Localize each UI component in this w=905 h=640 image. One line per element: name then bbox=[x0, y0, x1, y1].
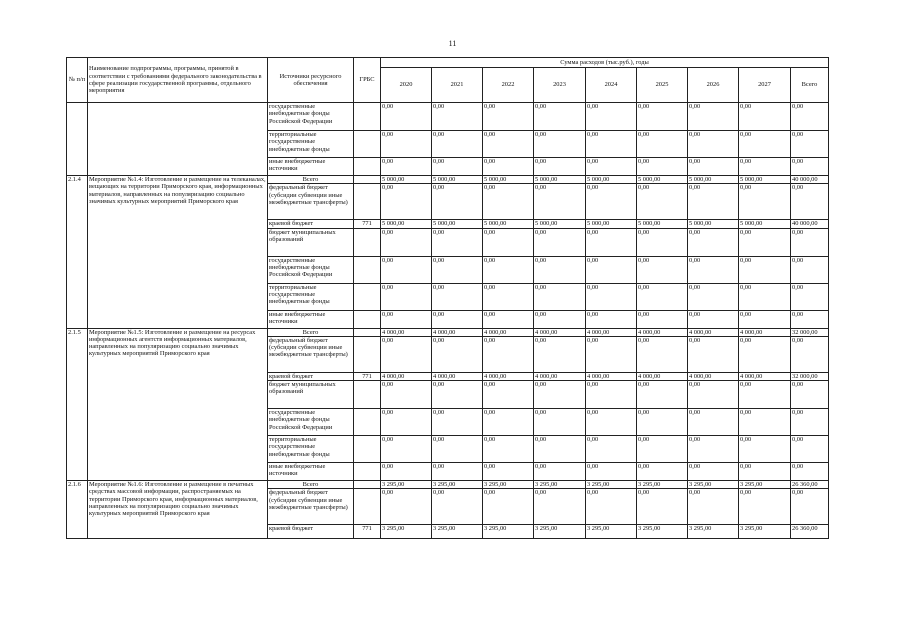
year-value: 0,00 bbox=[432, 283, 483, 310]
year-value: 0,00 bbox=[586, 283, 637, 310]
year-value: 0,00 bbox=[688, 463, 739, 481]
header-sum: Сумма расходов (тыс.руб.), годы bbox=[381, 58, 829, 68]
year-value: 0,00 bbox=[637, 131, 688, 158]
header-year: 2020 bbox=[381, 68, 432, 103]
year-value: 5 000,00 bbox=[688, 176, 739, 184]
year-value: 0,00 bbox=[432, 158, 483, 176]
page-number: 11 bbox=[448, 39, 457, 48]
year-value: 3 295,00 bbox=[688, 525, 739, 539]
total-value: 32 000,00 bbox=[791, 372, 829, 380]
year-value: 5 000,00 bbox=[637, 176, 688, 184]
year-value: 0,00 bbox=[534, 463, 586, 481]
year-value: 0,00 bbox=[637, 256, 688, 283]
year-value: 0,00 bbox=[586, 158, 637, 176]
year-value: 5 000,00 bbox=[483, 176, 534, 184]
year-value: 0,00 bbox=[688, 283, 739, 310]
year-value: 0,00 bbox=[432, 103, 483, 131]
funding-source: краевой бюджет bbox=[268, 220, 354, 228]
year-value: 5 000,00 bbox=[534, 176, 586, 184]
year-value: 0,00 bbox=[432, 228, 483, 256]
funding-source: иные внебюджетные источники bbox=[268, 310, 354, 328]
header-num: № п/п bbox=[67, 58, 88, 103]
year-value: 0,00 bbox=[637, 436, 688, 463]
year-value: 0,00 bbox=[381, 336, 432, 372]
year-value: 4 000,00 bbox=[432, 328, 483, 336]
year-value: 0,00 bbox=[432, 336, 483, 372]
measure-name: Мероприятие №1.4: Изготовление и размещение на телеканалах, вещающих на территории Приморского края, информационных материалов, направленных на популяризацию социально значимых культурных мероприятий Приморского края bbox=[88, 176, 268, 329]
grbs-code bbox=[354, 328, 381, 336]
year-value: 0,00 bbox=[483, 158, 534, 176]
funding-source: территориальные государственные внебюджетные фонды bbox=[268, 131, 354, 158]
funding-source: федеральный бюджет (субсидии субвенции иные межбюджетные трансферты) bbox=[268, 336, 354, 372]
year-value: 4 000,00 bbox=[739, 328, 791, 336]
year-value: 0,00 bbox=[637, 336, 688, 372]
year-value: 0,00 bbox=[586, 463, 637, 481]
year-value: 5 000,00 bbox=[688, 220, 739, 228]
year-value: 0,00 bbox=[739, 489, 791, 525]
grbs-code bbox=[354, 381, 381, 409]
year-value: 0,00 bbox=[688, 184, 739, 220]
year-value: 4 000,00 bbox=[432, 372, 483, 380]
year-value: 0,00 bbox=[586, 409, 637, 436]
table-body bbox=[67, 103, 829, 539]
total-value: 26 360,00 bbox=[791, 481, 829, 489]
year-value: 0,00 bbox=[637, 310, 688, 328]
year-value: 5 000,00 bbox=[483, 220, 534, 228]
funding-source: федеральный бюджет (субсидии субвенции иные межбюджетные трансферты) bbox=[268, 489, 354, 525]
funding-source: территориальные государственные внебюджетные фонды bbox=[268, 436, 354, 463]
year-value: 3 295,00 bbox=[381, 525, 432, 539]
year-value: 3 295,00 bbox=[586, 481, 637, 489]
year-value: 0,00 bbox=[586, 381, 637, 409]
year-value: 0,00 bbox=[586, 256, 637, 283]
year-value: 0,00 bbox=[534, 283, 586, 310]
year-value: 0,00 bbox=[688, 103, 739, 131]
year-value: 0,00 bbox=[688, 228, 739, 256]
year-value: 0,00 bbox=[534, 256, 586, 283]
year-value: 4 000,00 bbox=[381, 372, 432, 380]
year-value: 0,00 bbox=[432, 256, 483, 283]
year-value: 0,00 bbox=[637, 228, 688, 256]
grbs-code bbox=[354, 184, 381, 220]
year-value: 0,00 bbox=[688, 381, 739, 409]
year-value: 0,00 bbox=[483, 436, 534, 463]
year-value: 0,00 bbox=[483, 103, 534, 131]
year-value: 5 000,00 bbox=[432, 176, 483, 184]
grbs-code bbox=[354, 336, 381, 372]
year-value: 0,00 bbox=[432, 489, 483, 525]
year-value: 0,00 bbox=[381, 310, 432, 328]
year-value: 0,00 bbox=[739, 436, 791, 463]
budget-table bbox=[66, 57, 829, 539]
grbs-code: 771 bbox=[354, 220, 381, 228]
year-value: 0,00 bbox=[483, 283, 534, 310]
funding-source: бюджет муниципальных образований bbox=[268, 228, 354, 256]
year-value: 0,00 bbox=[739, 381, 791, 409]
year-value: 4 000,00 bbox=[534, 372, 586, 380]
year-value: 0,00 bbox=[739, 256, 791, 283]
year-value: 3 295,00 bbox=[432, 481, 483, 489]
year-value: 5 000,00 bbox=[586, 176, 637, 184]
year-value: 0,00 bbox=[739, 103, 791, 131]
year-value: 5 000,00 bbox=[739, 176, 791, 184]
year-value: 0,00 bbox=[586, 131, 637, 158]
year-value: 0,00 bbox=[483, 336, 534, 372]
year-value: 0,00 bbox=[534, 131, 586, 158]
year-value: 5 000,00 bbox=[381, 220, 432, 228]
funding-source: краевой бюджет bbox=[268, 372, 354, 380]
measure-number: 2.1.5 bbox=[67, 328, 88, 481]
year-value: 5 000,00 bbox=[586, 220, 637, 228]
funding-source: государственные внебюджетные фонды Российской Федерации bbox=[268, 256, 354, 283]
year-value: 0,00 bbox=[381, 381, 432, 409]
year-value: 4 000,00 bbox=[483, 328, 534, 336]
year-value: 0,00 bbox=[534, 103, 586, 131]
year-value: 3 295,00 bbox=[637, 525, 688, 539]
year-value: 4 000,00 bbox=[534, 328, 586, 336]
year-value: 0,00 bbox=[637, 463, 688, 481]
total-value: 0,00 bbox=[791, 409, 829, 436]
year-value: 0,00 bbox=[381, 409, 432, 436]
year-value: 3 295,00 bbox=[534, 481, 586, 489]
year-value: 0,00 bbox=[483, 184, 534, 220]
year-value: 3 295,00 bbox=[739, 481, 791, 489]
header-source: Источники ресурсного обеспечения bbox=[268, 58, 354, 103]
year-value: 4 000,00 bbox=[688, 328, 739, 336]
total-value: 0,00 bbox=[791, 103, 829, 131]
grbs-code bbox=[354, 436, 381, 463]
year-value: 0,00 bbox=[534, 409, 586, 436]
year-value: 0,00 bbox=[586, 228, 637, 256]
year-value: 4 000,00 bbox=[381, 328, 432, 336]
year-value: 0,00 bbox=[534, 158, 586, 176]
year-value: 3 295,00 bbox=[688, 481, 739, 489]
year-value: 4 000,00 bbox=[688, 372, 739, 380]
year-value: 3 295,00 bbox=[381, 481, 432, 489]
year-value: 0,00 bbox=[534, 436, 586, 463]
header-year: 2024 bbox=[586, 68, 637, 103]
year-value: 0,00 bbox=[534, 489, 586, 525]
year-value: 0,00 bbox=[381, 463, 432, 481]
measure-number bbox=[67, 103, 88, 176]
year-value: 0,00 bbox=[432, 436, 483, 463]
year-value: 3 295,00 bbox=[586, 525, 637, 539]
total-value: 0,00 bbox=[791, 463, 829, 481]
total-value: 0,00 bbox=[791, 158, 829, 176]
table-row bbox=[67, 176, 829, 184]
year-value: 0,00 bbox=[586, 103, 637, 131]
year-value: 5 000,00 bbox=[534, 220, 586, 228]
grbs-code bbox=[354, 283, 381, 310]
year-value: 0,00 bbox=[381, 489, 432, 525]
year-value: 5 000,00 bbox=[739, 220, 791, 228]
year-value: 0,00 bbox=[739, 463, 791, 481]
total-value: 0,00 bbox=[791, 228, 829, 256]
total-value: 40 000,00 bbox=[791, 176, 829, 184]
grbs-code: 771 bbox=[354, 525, 381, 539]
year-value: 0,00 bbox=[483, 409, 534, 436]
year-value: 0,00 bbox=[534, 228, 586, 256]
grbs-code bbox=[354, 489, 381, 525]
grbs-code bbox=[354, 481, 381, 489]
grbs-code bbox=[354, 103, 381, 131]
total-value: 0,00 bbox=[791, 131, 829, 158]
grbs-code bbox=[354, 131, 381, 158]
header-total: Всего bbox=[791, 68, 829, 103]
total-value: 0,00 bbox=[791, 336, 829, 372]
year-value: 0,00 bbox=[688, 131, 739, 158]
year-value: 0,00 bbox=[432, 409, 483, 436]
year-value: 4 000,00 bbox=[637, 328, 688, 336]
grbs-code bbox=[354, 310, 381, 328]
header-year: 2023 bbox=[534, 68, 586, 103]
year-value: 0,00 bbox=[381, 103, 432, 131]
year-value: 3 295,00 bbox=[534, 525, 586, 539]
funding-source: государственные внебюджетные фонды Российской Федерации bbox=[268, 409, 354, 436]
table-row bbox=[67, 103, 829, 131]
year-value: 0,00 bbox=[483, 228, 534, 256]
year-value: 0,00 bbox=[432, 381, 483, 409]
header-name: Наименование подпрограммы, программы, принятой в соответствии с требованиями федерального законодательства в сфере реализации государственной программы, отдельного мероприятия bbox=[88, 58, 268, 103]
year-value: 3 295,00 bbox=[483, 525, 534, 539]
year-value: 0,00 bbox=[483, 489, 534, 525]
year-value: 0,00 bbox=[534, 336, 586, 372]
table-row bbox=[67, 481, 829, 489]
measure-name bbox=[88, 103, 268, 176]
year-value: 0,00 bbox=[637, 103, 688, 131]
year-value: 0,00 bbox=[739, 228, 791, 256]
year-value: 4 000,00 bbox=[586, 372, 637, 380]
grbs-code bbox=[354, 228, 381, 256]
year-value: 0,00 bbox=[483, 131, 534, 158]
year-value: 0,00 bbox=[381, 256, 432, 283]
year-value: 0,00 bbox=[534, 184, 586, 220]
year-value: 0,00 bbox=[637, 184, 688, 220]
year-value: 5 000,00 bbox=[381, 176, 432, 184]
year-value: 0,00 bbox=[381, 158, 432, 176]
year-value: 0,00 bbox=[688, 158, 739, 176]
year-value: 0,00 bbox=[483, 310, 534, 328]
grbs-code: 771 bbox=[354, 372, 381, 380]
year-value: 0,00 bbox=[483, 463, 534, 481]
funding-source: Всего bbox=[268, 328, 354, 336]
year-value: 5 000,00 bbox=[637, 220, 688, 228]
year-value: 4 000,00 bbox=[637, 372, 688, 380]
funding-source: территориальные государственные внебюджетные фонды bbox=[268, 283, 354, 310]
year-value: 0,00 bbox=[688, 436, 739, 463]
year-value: 3 295,00 bbox=[637, 481, 688, 489]
year-value: 0,00 bbox=[688, 256, 739, 283]
funding-source: Всего bbox=[268, 481, 354, 489]
year-value: 0,00 bbox=[586, 336, 637, 372]
year-value: 0,00 bbox=[637, 489, 688, 525]
total-value: 32 000,00 bbox=[791, 328, 829, 336]
year-value: 0,00 bbox=[688, 336, 739, 372]
header-grbs: ГРБС bbox=[354, 58, 381, 103]
year-value: 4 000,00 bbox=[586, 328, 637, 336]
year-value: 0,00 bbox=[381, 436, 432, 463]
year-value: 0,00 bbox=[432, 463, 483, 481]
measure-number: 2.1.4 bbox=[67, 176, 88, 329]
total-value: 0,00 bbox=[791, 381, 829, 409]
year-value: 0,00 bbox=[637, 158, 688, 176]
year-value: 3 295,00 bbox=[739, 525, 791, 539]
funding-source: краевой бюджет bbox=[268, 525, 354, 539]
total-value: 26 360,00 bbox=[791, 525, 829, 539]
funding-source: государственные внебюджетные фонды Российской Федерации bbox=[268, 103, 354, 131]
year-value: 0,00 bbox=[739, 310, 791, 328]
year-value: 0,00 bbox=[739, 336, 791, 372]
year-value: 0,00 bbox=[586, 184, 637, 220]
total-value: 0,00 bbox=[791, 256, 829, 283]
year-value: 0,00 bbox=[483, 256, 534, 283]
year-value: 0,00 bbox=[688, 310, 739, 328]
funding-source: иные внебюджетные источники bbox=[268, 463, 354, 481]
grbs-code bbox=[354, 158, 381, 176]
year-value: 0,00 bbox=[381, 283, 432, 310]
year-value: 4 000,00 bbox=[739, 372, 791, 380]
year-value: 0,00 bbox=[381, 184, 432, 220]
year-value: 0,00 bbox=[432, 184, 483, 220]
year-value: 0,00 bbox=[637, 283, 688, 310]
measure-name: Мероприятие №1.6: Изготовление и размещение в печатных средствах массовой информации, распространяемых на территории Приморского края, информационных материалов, направленных на популяризацию социально значимых культурных мероприятий Приморского края bbox=[88, 481, 268, 539]
year-value: 0,00 bbox=[586, 310, 637, 328]
year-value: 0,00 bbox=[637, 381, 688, 409]
header-year: 2026 bbox=[688, 68, 739, 103]
year-value: 0,00 bbox=[688, 409, 739, 436]
year-value: 0,00 bbox=[586, 489, 637, 525]
grbs-code bbox=[354, 176, 381, 184]
grbs-code bbox=[354, 463, 381, 481]
year-value: 0,00 bbox=[483, 381, 534, 409]
total-value: 0,00 bbox=[791, 436, 829, 463]
year-value: 0,00 bbox=[432, 310, 483, 328]
year-value: 4 000,00 bbox=[483, 372, 534, 380]
year-value: 0,00 bbox=[381, 228, 432, 256]
year-value: 5 000,00 bbox=[432, 220, 483, 228]
funding-source: бюджет муниципальных образований bbox=[268, 381, 354, 409]
grbs-code bbox=[354, 409, 381, 436]
funding-source: иные внебюджетные источники bbox=[268, 158, 354, 176]
header-year: 2021 bbox=[432, 68, 483, 103]
year-value: 3 295,00 bbox=[432, 525, 483, 539]
total-value: 0,00 bbox=[791, 184, 829, 220]
total-value: 0,00 bbox=[791, 310, 829, 328]
header-year: 2025 bbox=[637, 68, 688, 103]
year-value: 0,00 bbox=[534, 381, 586, 409]
year-value: 0,00 bbox=[586, 436, 637, 463]
total-value: 0,00 bbox=[791, 283, 829, 310]
year-value: 0,00 bbox=[739, 283, 791, 310]
year-value: 0,00 bbox=[381, 131, 432, 158]
total-value: 40 000,00 bbox=[791, 220, 829, 228]
year-value: 0,00 bbox=[739, 131, 791, 158]
year-value: 0,00 bbox=[534, 310, 586, 328]
year-value: 0,00 bbox=[739, 158, 791, 176]
table-row bbox=[67, 328, 829, 336]
header-year: 2027 bbox=[739, 68, 791, 103]
year-value: 0,00 bbox=[637, 409, 688, 436]
measure-name: Мероприятие №1.5: Изготовление и размещение на ресурсах информационных агентств информационных материалов, направленных на популяризацию социально значимых культурных мероприятий Приморского края bbox=[88, 328, 268, 481]
year-value: 3 295,00 bbox=[483, 481, 534, 489]
header-year: 2022 bbox=[483, 68, 534, 103]
funding-source: федеральный бюджет (субсидии субвенции иные межбюджетные трансферты) bbox=[268, 184, 354, 220]
year-value: 0,00 bbox=[739, 184, 791, 220]
measure-number: 2.1.6 bbox=[67, 481, 88, 539]
year-value: 0,00 bbox=[688, 489, 739, 525]
grbs-code bbox=[354, 256, 381, 283]
funding-source: Всего bbox=[268, 176, 354, 184]
year-value: 0,00 bbox=[739, 409, 791, 436]
year-value: 0,00 bbox=[432, 131, 483, 158]
total-value: 0,00 bbox=[791, 489, 829, 525]
